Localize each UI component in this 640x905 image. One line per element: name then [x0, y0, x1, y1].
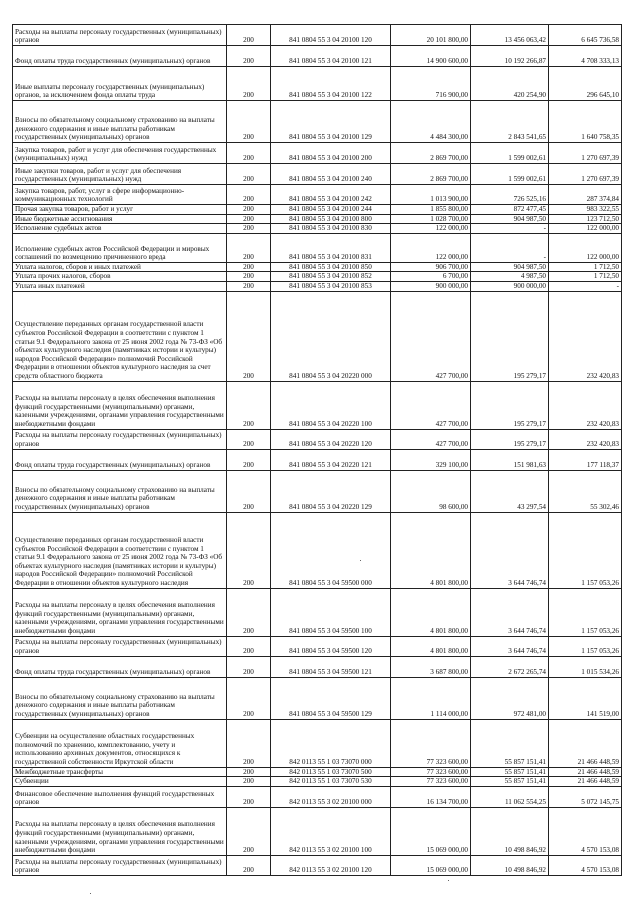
row-name-cell: Расходы на выплаты персоналу в целях обеспечения выполнения функций государственными (муниципальными) органами, казенными учреждениями, органами управления государственными внебюджетными фондами	[13, 807, 227, 855]
table-row	[13, 262, 622, 272]
row-executed-cell: 904 987,50	[471, 214, 549, 224]
table-row	[13, 588, 622, 636]
table-row	[13, 855, 622, 875]
row-line-code-cell: 200	[227, 214, 271, 224]
row-unexecuted-cell: 1 157 053,26	[549, 636, 622, 656]
row-unexecuted-cell: 122 000,00	[549, 233, 622, 262]
row-unexecuted-cell: 1 157 053,26	[549, 588, 622, 636]
row-line-code-cell: 200	[227, 101, 271, 143]
table-row	[13, 449, 622, 470]
row-unexecuted-cell: 177 118,37	[549, 449, 622, 470]
row-budget-code-cell: 842 0113 55 1 03 73070 500	[271, 767, 391, 777]
row-line-code-cell: 200	[227, 272, 271, 282]
row-name-cell: Расходы на выплаты персоналу государственных (муниципальных) органов	[13, 855, 227, 875]
table-row	[13, 636, 622, 656]
row-name-cell: Субвенции на осуществление областных государственных полномочий по хранению, комплектованию, учету и использованию архивных документов, относящихся к государственной собственности Иркутской области	[13, 719, 227, 767]
row-line-code-cell: 200	[227, 381, 271, 429]
scan-speck	[360, 560, 361, 561]
row-line-code-cell: 200	[227, 786, 271, 807]
row-executed-cell: 2 843 541,65	[471, 101, 549, 143]
row-unexecuted-cell: 21 466 448,59	[549, 767, 622, 777]
row-executed-cell: 43 297,54	[471, 470, 549, 512]
row-name-cell: Закупка товаров, работ, услуг в сфере информационно-коммуникационных технологий	[13, 185, 227, 205]
row-executed-cell: 10 498 846,92	[471, 855, 549, 875]
row-line-code-cell: 200	[227, 656, 271, 677]
row-approved-cell: 1 028 700,00	[391, 214, 471, 224]
table-body	[13, 25, 622, 876]
row-line-code-cell: 200	[227, 46, 271, 67]
row-name-cell: Расходы на выплаты персоналу государственных (муниципальных) органов	[13, 636, 227, 656]
row-name-cell: Расходы на выплаты персоналу в целях обеспечения выполнения функций государственными (муниципальными) органами, казенными учреждениями, органами управления государственными внебюджетными фондами	[13, 381, 227, 429]
scan-speck	[90, 893, 91, 894]
row-executed-cell: 55 857 151,41	[471, 777, 549, 787]
table-row	[13, 807, 622, 855]
row-executed-cell: 13 456 063,42	[471, 25, 549, 46]
row-name-cell: Исполнение судебных актов	[13, 224, 227, 234]
row-unexecuted-cell: 141 519,00	[549, 677, 622, 719]
row-executed-cell: 10 192 266,87	[471, 46, 549, 67]
row-executed-cell: 195 279,17	[471, 291, 549, 381]
row-executed-cell: 726 525,16	[471, 185, 549, 205]
row-name-cell: Субвенции	[13, 777, 227, 787]
row-budget-code-cell: 841 0804 55 3 04 59500 100	[271, 588, 391, 636]
row-line-code-cell: 200	[227, 855, 271, 875]
row-budget-code-cell: 842 0113 55 3 02 20100 120	[271, 855, 391, 875]
report-page	[12, 24, 621, 876]
table-row	[13, 164, 622, 185]
row-executed-cell: 55 857 151,41	[471, 719, 549, 767]
row-budget-code-cell: 841 0804 55 3 04 20220 000	[271, 291, 391, 381]
row-name-cell: Исполнение судебных актов Российской Федерации и мировых соглашений по возмещению причиненного вреда	[13, 233, 227, 262]
table-row	[13, 281, 622, 291]
row-name-cell: Фонд оплаты труда государственных (муниципальных) органов	[13, 656, 227, 677]
row-line-code-cell: 200	[227, 636, 271, 656]
row-executed-cell: 2 672 265,74	[471, 656, 549, 677]
table-row	[13, 767, 622, 777]
row-budget-code-cell: 841 0804 55 3 04 20100 121	[271, 46, 391, 67]
row-approved-cell: 15 069 000,00	[391, 855, 471, 875]
row-executed-cell: 900 000,00	[471, 281, 549, 291]
row-approved-cell: 77 323 600,00	[391, 777, 471, 787]
row-executed-cell: 872 477,45	[471, 205, 549, 215]
row-name-cell: Фонд оплаты труда государственных (муниципальных) органов	[13, 449, 227, 470]
row-approved-cell: 4 484 300,00	[391, 101, 471, 143]
row-executed-cell: 195 279,17	[471, 381, 549, 429]
row-line-code-cell: 200	[227, 185, 271, 205]
row-name-cell: Иные бюджетные ассигнования	[13, 214, 227, 224]
row-unexecuted-cell: 55 302,46	[549, 470, 622, 512]
row-line-code-cell: 200	[227, 588, 271, 636]
row-unexecuted-cell: 5 072 145,75	[549, 786, 622, 807]
table-row	[13, 512, 622, 588]
row-approved-cell: 1 114 000,00	[391, 677, 471, 719]
row-budget-code-cell: 841 0804 55 3 04 20100 800	[271, 214, 391, 224]
row-budget-code-cell: 841 0804 55 3 04 20100 244	[271, 205, 391, 215]
row-executed-cell: 151 981,63	[471, 449, 549, 470]
row-name-cell: Взносы по обязательному социальному страхованию на выплаты денежного содержания и иные выплаты работникам государственных (муниципальных) органов	[13, 101, 227, 143]
row-budget-code-cell: 841 0804 55 3 04 20100 240	[271, 164, 391, 185]
row-approved-cell: 98 600,00	[391, 470, 471, 512]
row-executed-cell: 11 062 554,25	[471, 786, 549, 807]
row-unexecuted-cell: 296 645,10	[549, 67, 622, 101]
row-budget-code-cell: 842 0113 55 1 03 73070 000	[271, 719, 391, 767]
row-unexecuted-cell: 1 640 758,35	[549, 101, 622, 143]
row-executed-cell: 4 987,50	[471, 272, 549, 282]
row-line-code-cell: 200	[227, 807, 271, 855]
row-name-cell: Межбюджетные трансферты	[13, 767, 227, 777]
row-approved-cell: 900 000,00	[391, 281, 471, 291]
row-name-cell: Фонд оплаты труда государственных (муниципальных) органов	[13, 46, 227, 67]
table-row	[13, 143, 622, 164]
row-budget-code-cell: 841 0804 55 3 04 59500 129	[271, 677, 391, 719]
row-unexecuted-cell: 1 015 534,26	[549, 656, 622, 677]
row-line-code-cell: 200	[227, 262, 271, 272]
row-approved-cell: 122 000,00	[391, 233, 471, 262]
row-executed-cell: 3 644 746,74	[471, 588, 549, 636]
row-name-cell: Иные выплаты персоналу государственных (муниципальных) органов, за исключением фонда оплаты труда	[13, 67, 227, 101]
row-unexecuted-cell: 122 000,00	[549, 224, 622, 234]
row-unexecuted-cell: 1 712,50	[549, 272, 622, 282]
row-name-cell: Иные закупки товаров, работ и услуг для обеспечения государственных (муниципальных) нужд	[13, 164, 227, 185]
row-unexecuted-cell: 983 322,55	[549, 205, 622, 215]
row-approved-cell: 14 900 600,00	[391, 46, 471, 67]
row-executed-cell: 1 599 002,61	[471, 164, 549, 185]
row-budget-code-cell: 841 0804 55 3 04 20100 122	[271, 67, 391, 101]
row-approved-cell: 1 855 800,00	[391, 205, 471, 215]
table-row	[13, 777, 622, 787]
row-unexecuted-cell: 232 420,83	[549, 381, 622, 429]
row-name-cell: Расходы на выплаты персоналу государственных (муниципальных) органов	[13, 25, 227, 46]
row-budget-code-cell: 841 0804 55 3 04 20100 830	[271, 224, 391, 234]
row-approved-cell: 77 323 600,00	[391, 719, 471, 767]
row-unexecuted-cell: 287 374,84	[549, 185, 622, 205]
row-unexecuted-cell: 1 157 053,26	[549, 512, 622, 588]
row-executed-cell: 3 644 746,74	[471, 636, 549, 656]
row-unexecuted-cell: 21 466 448,59	[549, 777, 622, 787]
row-budget-code-cell: 841 0804 55 3 04 59500 120	[271, 636, 391, 656]
table-row	[13, 291, 622, 381]
table-row	[13, 719, 622, 767]
row-line-code-cell: 200	[227, 164, 271, 185]
row-approved-cell: 2 869 700,00	[391, 143, 471, 164]
budget-execution-table	[12, 24, 622, 876]
row-name-cell: Взносы по обязательному социальному страхованию на выплаты денежного содержания и иные выплаты работникам государственных (муниципальных) органов	[13, 470, 227, 512]
row-name-cell: Уплата налогов, сборов и иных платежей	[13, 262, 227, 272]
row-name-cell: Закупка товаров, работ и услуг для обеспечения государственных (муниципальных) нужд	[13, 143, 227, 164]
row-line-code-cell: 200	[227, 677, 271, 719]
row-executed-cell: 10 498 846,92	[471, 807, 549, 855]
row-budget-code-cell: 841 0804 55 3 04 20220 120	[271, 429, 391, 449]
row-line-code-cell: 200	[227, 767, 271, 777]
row-budget-code-cell: 842 0113 55 3 02 20100 100	[271, 807, 391, 855]
row-unexecuted-cell: 232 420,83	[549, 291, 622, 381]
table-row	[13, 185, 622, 205]
row-line-code-cell: 200	[227, 67, 271, 101]
row-approved-cell: 906 700,00	[391, 262, 471, 272]
row-approved-cell: 122 000,00	[391, 224, 471, 234]
row-budget-code-cell: 841 0804 55 3 04 20220 121	[271, 449, 391, 470]
row-unexecuted-cell: 123 712,50	[549, 214, 622, 224]
row-approved-cell: 16 134 700,00	[391, 786, 471, 807]
row-unexecuted-cell: 1 270 697,39	[549, 164, 622, 185]
row-line-code-cell: 200	[227, 143, 271, 164]
row-line-code-cell: 200	[227, 470, 271, 512]
row-line-code-cell: 200	[227, 281, 271, 291]
row-line-code-cell: 200	[227, 224, 271, 234]
row-name-cell: Расходы на выплаты персоналу в целях обеспечения выполнения функций государственными (муниципальными) органами, казенными учреждениями, органами управления государственными внебюджетными фондами	[13, 588, 227, 636]
row-line-code-cell: 200	[227, 719, 271, 767]
row-unexecuted-cell: 1 712,50	[549, 262, 622, 272]
row-name-cell: Прочая закупка товаров, работ и услуг	[13, 205, 227, 215]
row-approved-cell: 4 801 800,00	[391, 588, 471, 636]
row-name-cell: Уплата иных платежей	[13, 281, 227, 291]
row-name-cell: Уплата прочих налогов, сборов	[13, 272, 227, 282]
row-budget-code-cell: 841 0804 55 3 04 20220 129	[271, 470, 391, 512]
row-approved-cell: 15 069 000,00	[391, 807, 471, 855]
row-approved-cell: 427 700,00	[391, 291, 471, 381]
row-approved-cell: 4 801 800,00	[391, 512, 471, 588]
row-executed-cell: 904 987,50	[471, 262, 549, 272]
scan-speck	[448, 880, 449, 881]
row-budget-code-cell: 841 0804 55 3 04 20100 120	[271, 25, 391, 46]
row-approved-cell: 427 700,00	[391, 381, 471, 429]
row-executed-cell: 1 599 002,61	[471, 143, 549, 164]
row-budget-code-cell: 841 0804 55 3 04 20220 100	[271, 381, 391, 429]
row-executed-cell: -	[471, 233, 549, 262]
row-approved-cell: 77 323 600,00	[391, 767, 471, 777]
row-line-code-cell: 200	[227, 429, 271, 449]
row-executed-cell: 972 481,00	[471, 677, 549, 719]
row-budget-code-cell: 841 0804 55 3 04 20100 852	[271, 272, 391, 282]
row-line-code-cell: 200	[227, 233, 271, 262]
table-row	[13, 677, 622, 719]
row-line-code-cell: 200	[227, 777, 271, 787]
row-budget-code-cell: 841 0804 55 3 04 20100 850	[271, 262, 391, 272]
row-budget-code-cell: 841 0804 55 3 04 20100 853	[271, 281, 391, 291]
table-row	[13, 205, 622, 215]
row-unexecuted-cell: 21 466 448,59	[549, 719, 622, 767]
table-row	[13, 101, 622, 143]
row-name-cell: Взносы по обязательному социальному страхованию на выплаты денежного содержания и иные выплаты работникам государственных (муниципальных) органов	[13, 677, 227, 719]
row-unexecuted-cell: 232 420,83	[549, 429, 622, 449]
table-row	[13, 786, 622, 807]
row-budget-code-cell: 841 0804 55 3 04 20100 242	[271, 185, 391, 205]
table-row	[13, 25, 622, 46]
table-row	[13, 67, 622, 101]
table-row	[13, 214, 622, 224]
table-row	[13, 224, 622, 234]
row-approved-cell: 20 101 800,00	[391, 25, 471, 46]
row-line-code-cell: 200	[227, 205, 271, 215]
row-name-cell: Осуществление переданных органам государственной власти субъектов Российской Федерации в соответствии с пунктом 1 статьи 9.1 Федерального закона от 25 июня 2002 года № 73-ФЗ «Об объектах культурного наследия (памятниках истории и культуры) народов Российской Федерации» полномочий Российской Федерации в отношении объектов культурного наследия за счет средств областного бюджета	[13, 291, 227, 381]
row-budget-code-cell: 841 0804 55 3 04 20100 129	[271, 101, 391, 143]
row-approved-cell: 1 013 900,00	[391, 185, 471, 205]
row-approved-cell: 3 687 800,00	[391, 656, 471, 677]
row-budget-code-cell: 842 0113 55 1 03 73070 530	[271, 777, 391, 787]
row-approved-cell: 2 869 700,00	[391, 164, 471, 185]
row-line-code-cell: 200	[227, 512, 271, 588]
row-budget-code-cell: 842 0113 55 3 02 20100 000	[271, 786, 391, 807]
row-unexecuted-cell: 4 570 153,08	[549, 855, 622, 875]
row-budget-code-cell: 841 0804 55 3 04 20100 200	[271, 143, 391, 164]
row-unexecuted-cell: -	[549, 281, 622, 291]
row-budget-code-cell: 841 0804 55 3 04 59500 121	[271, 656, 391, 677]
row-approved-cell: 329 100,00	[391, 449, 471, 470]
row-executed-cell: 420 254,90	[471, 67, 549, 101]
row-executed-cell: 55 857 151,41	[471, 767, 549, 777]
table-row	[13, 233, 622, 262]
table-row	[13, 381, 622, 429]
row-budget-code-cell: 841 0804 55 3 04 20100 831	[271, 233, 391, 262]
row-unexecuted-cell: 1 270 697,39	[549, 143, 622, 164]
table-row	[13, 470, 622, 512]
table-row	[13, 656, 622, 677]
row-approved-cell: 716 900,00	[391, 67, 471, 101]
table-row	[13, 429, 622, 449]
row-unexecuted-cell: 4 708 333,13	[549, 46, 622, 67]
row-executed-cell: 195 279,17	[471, 429, 549, 449]
row-name-cell: Осуществление переданных органам государственной власти субъектов Российской Федерации в соответствии с пунктом 1 статьи 9.1 Федерального закона от 25 июня 2002 года № 73-ФЗ «Об объектах культурного наследия (памятниках истории и культуры) народов Российской Федерации» полномочий Российской Федерации в отношении объектов культурного наследия	[13, 512, 227, 588]
row-budget-code-cell: 841 0804 55 3 04 59500 000	[271, 512, 391, 588]
row-unexecuted-cell: 4 570 153,08	[549, 807, 622, 855]
table-row	[13, 46, 622, 67]
row-line-code-cell: 200	[227, 291, 271, 381]
row-executed-cell: 3 644 746,74	[471, 512, 549, 588]
row-executed-cell: -	[471, 224, 549, 234]
row-line-code-cell: 200	[227, 449, 271, 470]
table-row	[13, 272, 622, 282]
row-approved-cell: 6 700,00	[391, 272, 471, 282]
row-approved-cell: 427 700,00	[391, 429, 471, 449]
row-line-code-cell: 200	[227, 25, 271, 46]
row-name-cell: Расходы на выплаты персоналу государственных (муниципальных) органов	[13, 429, 227, 449]
row-approved-cell: 4 801 800,00	[391, 636, 471, 656]
row-unexecuted-cell: 6 645 736,58	[549, 25, 622, 46]
row-name-cell: Финансовое обеспечение выполнения функций государственных органов	[13, 786, 227, 807]
